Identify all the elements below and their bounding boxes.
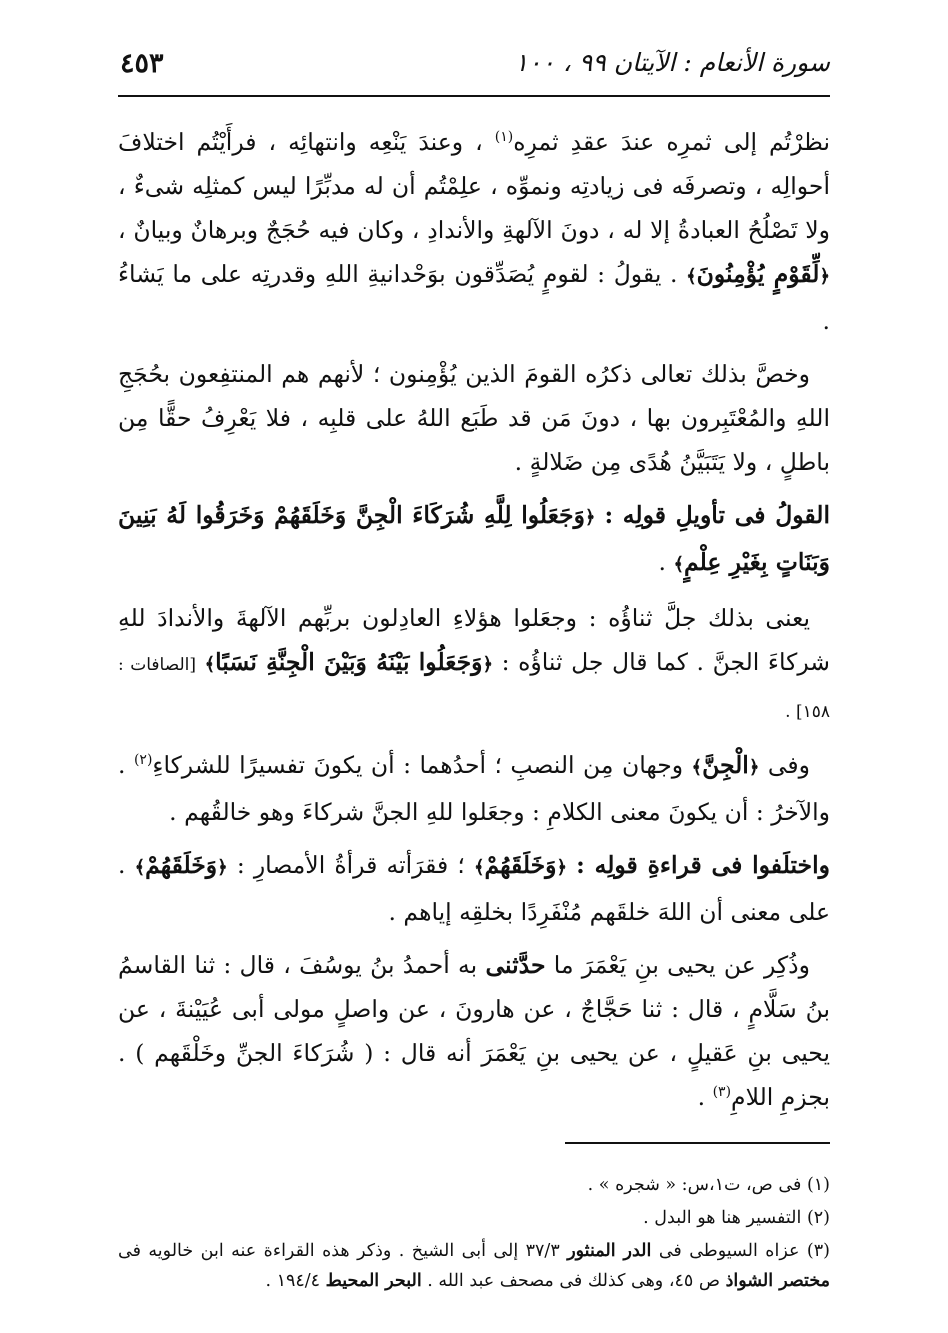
paragraph-5	[118, 743, 830, 834]
paragraph-4	[118, 596, 830, 734]
quran-quote: وَجَعَلُوا لِلَّهِ شُرَكَاءَ الْجِنَّ وَخَلَقَهُمْ وَخَرَقُوا لَهُ بَنِينَ وَبَنَاتٍ بِغَيْرِ عِلْمٍ	[118, 501, 830, 576]
text-run: نظرْتُم إلى ثمرِه عندَ عقدِ ثمرِه	[513, 128, 830, 156]
paragraph-7	[118, 943, 830, 1119]
footnote-number: (٣)	[806, 1241, 830, 1261]
footnote-2	[118, 1203, 830, 1233]
footnote-text: ٣٧/٣ إلى أبى الشيخ . وذكر هذه القراءة عنه ابن خالويه فى	[118, 1241, 560, 1261]
quran-bracket-open: ﴿	[584, 507, 596, 528]
verse-citation: [الصافات : ١٥٨] .	[118, 655, 830, 722]
text-run: وجهان مِن النصبِ ؛ أحدُهما : أن يكونَ تفسيرًا للشركاءِ	[152, 751, 684, 779]
quran-bracket-open: ﴿	[819, 266, 830, 287]
quran-quote: لِّقَوْمٍ يُؤْمِنُونَ	[696, 260, 820, 288]
source-title: البحر المحيط	[325, 1271, 422, 1291]
page-number: ٤٥٣	[120, 48, 164, 79]
quran-bracket-open: ﴿	[556, 857, 568, 878]
footnote-ref-2: (٢)	[133, 752, 153, 769]
text-run: يعنى بذلك جلَّ ثناؤُه : وجعَلوا هؤلاءِ العادِلون بربِّهم الآلهةَ والأندادَ للهِ شركاءَ الجنَّ . كما قال جل ثناؤُه :	[118, 604, 830, 676]
text-run: ؛ فقرَأته قرأةُ الأمصارِ :	[236, 851, 465, 879]
text-run: . يقولُ : لقومٍ يُصَدِّقون بوَحْدانيةِ اللهِ وقدرتِه على ما يَشاءُ .	[118, 260, 830, 335]
footnote-number: (١)	[806, 1175, 830, 1195]
quran-bracket-close: ﴾	[204, 654, 216, 675]
footnote-text: التفسير هنا هو البدل .	[643, 1208, 802, 1228]
section-heading-2	[118, 843, 830, 934]
footnote-text: فى ص، ت١،س: « شجره » .	[587, 1175, 802, 1195]
quran-bracket-close: ﴾	[134, 857, 146, 878]
section-heading-1	[118, 493, 830, 587]
text-run: وذُكِر عن يحيى بنِ يَعْمَرَ ما	[553, 951, 810, 979]
text-run: .	[658, 548, 666, 576]
text-run: .	[697, 1083, 706, 1111]
text-run: به أحمدُ بنُ يوسُفَ ، قال : ثنا القاسمُ بنُ سَلَّامٍ ، قال : ثنا حَجَّاجٌ ، عن هارونَ ، عن واصلٍ مولى أبى عُيَيْنةَ ، عن يحيى بنِ عَقيلٍ ، عن يحيى بنِ يَعْمَرَ أنه قال : ( شُرَكاءَ الجنِّ وخَلْقَهم ) . بجزمِ اللامِ	[118, 951, 830, 1111]
quran-quote: الْجِنَّ	[702, 751, 749, 779]
text-run: ، وعندَ يَنْعِه وانتهائِه ، فرأَيْتُم اختلافَ أحوالِه ، وتصرفَه فى زيادتِه ونموِّه ، علِمْتُم أن له مدبِّرًا ليس كمثلِه شىءٌ ، ولا تَصْلُحُ العبادةُ إلا له ، دونَ الآلهةِ والأندادِ ، وكان فيه حُجَجٌ وبرهانٌ وبيانٌ ،	[118, 128, 830, 244]
quran-bracket-open: ﴿	[748, 757, 760, 778]
footnote-3	[118, 1236, 830, 1296]
footnote-ref-3: (٣)	[712, 1084, 732, 1101]
quran-bracket-close: ﴾	[686, 266, 697, 287]
header-title: سورة الأنعام : الآيتان ٩٩ ، ١٠٠	[514, 48, 830, 77]
heading-lead: واختلَفوا فى قراءةِ قولِه :	[576, 851, 830, 879]
quran-bracket-close: ﴾	[473, 857, 485, 878]
footnote-1	[118, 1170, 830, 1200]
source-title: الدر المنثور	[567, 1241, 652, 1261]
footnote-ref-1: (١)	[494, 129, 514, 146]
main-text	[118, 120, 830, 1128]
footnote-text: عزاه السيوطى فى	[658, 1241, 800, 1261]
text-run: . على معنى أن اللهَ خلقَهم مُنْفَرِدًا بخلقِه إياهم .	[118, 851, 830, 926]
text-run: . والآخرُ : أن يكونَ معنى الكلامِ : وجعَلوا للهِ الجنَّ شركاءَ وهو خالقُهم .	[118, 751, 830, 826]
quran-quote: وَخَلَقَهُمْ	[484, 851, 557, 879]
quran-bracket-open: ﴿	[217, 857, 228, 878]
paragraph-1	[118, 120, 830, 343]
footnote-number: (٢)	[806, 1208, 830, 1228]
source-title: مختصر الشواذ	[725, 1271, 830, 1291]
footnote-text: ١٩٤/٤ .	[265, 1271, 321, 1291]
footnote-separator	[565, 1142, 830, 1144]
heading-lead: القولُ فى تأويلِ قولِه :	[604, 501, 830, 529]
quran-quote: وَخَلَقَهُمْ	[145, 851, 218, 879]
footnote-text: ص ٤٥، وهى كذلك فى مصحف عبد الله .	[427, 1271, 721, 1291]
text-run: وفى	[767, 751, 810, 779]
quran-bracket-open: ﴿	[482, 654, 493, 675]
footnotes	[118, 1170, 830, 1299]
quran-bracket-close: ﴾	[691, 757, 703, 778]
running-header	[118, 48, 830, 88]
quran-bracket-close: ﴾	[673, 554, 684, 575]
narration-term: حدَّثنى	[485, 951, 546, 979]
header-rule	[118, 95, 830, 97]
quran-quote: وَجَعَلُوا بَيْنَهُ وَبَيْنَ الْجِنَّةِ نَسَبًا	[215, 648, 483, 676]
paragraph-2: وخصَّ بذلك تعالى ذكرُه القومَ الذين يُؤْمِنون ؛ لأنهم هم المنتفِعون بحُجَجِ اللهِ والمُعْتَبِرون بها ، دونَ مَن قد طَبَع اللهُ على قلبِه ، فلا يَعْرِفُ حقًّا مِن باطلٍ ، ولا يَتَبَيَّنُ هُدًى مِن ضَلالةٍ .	[118, 360, 830, 476]
